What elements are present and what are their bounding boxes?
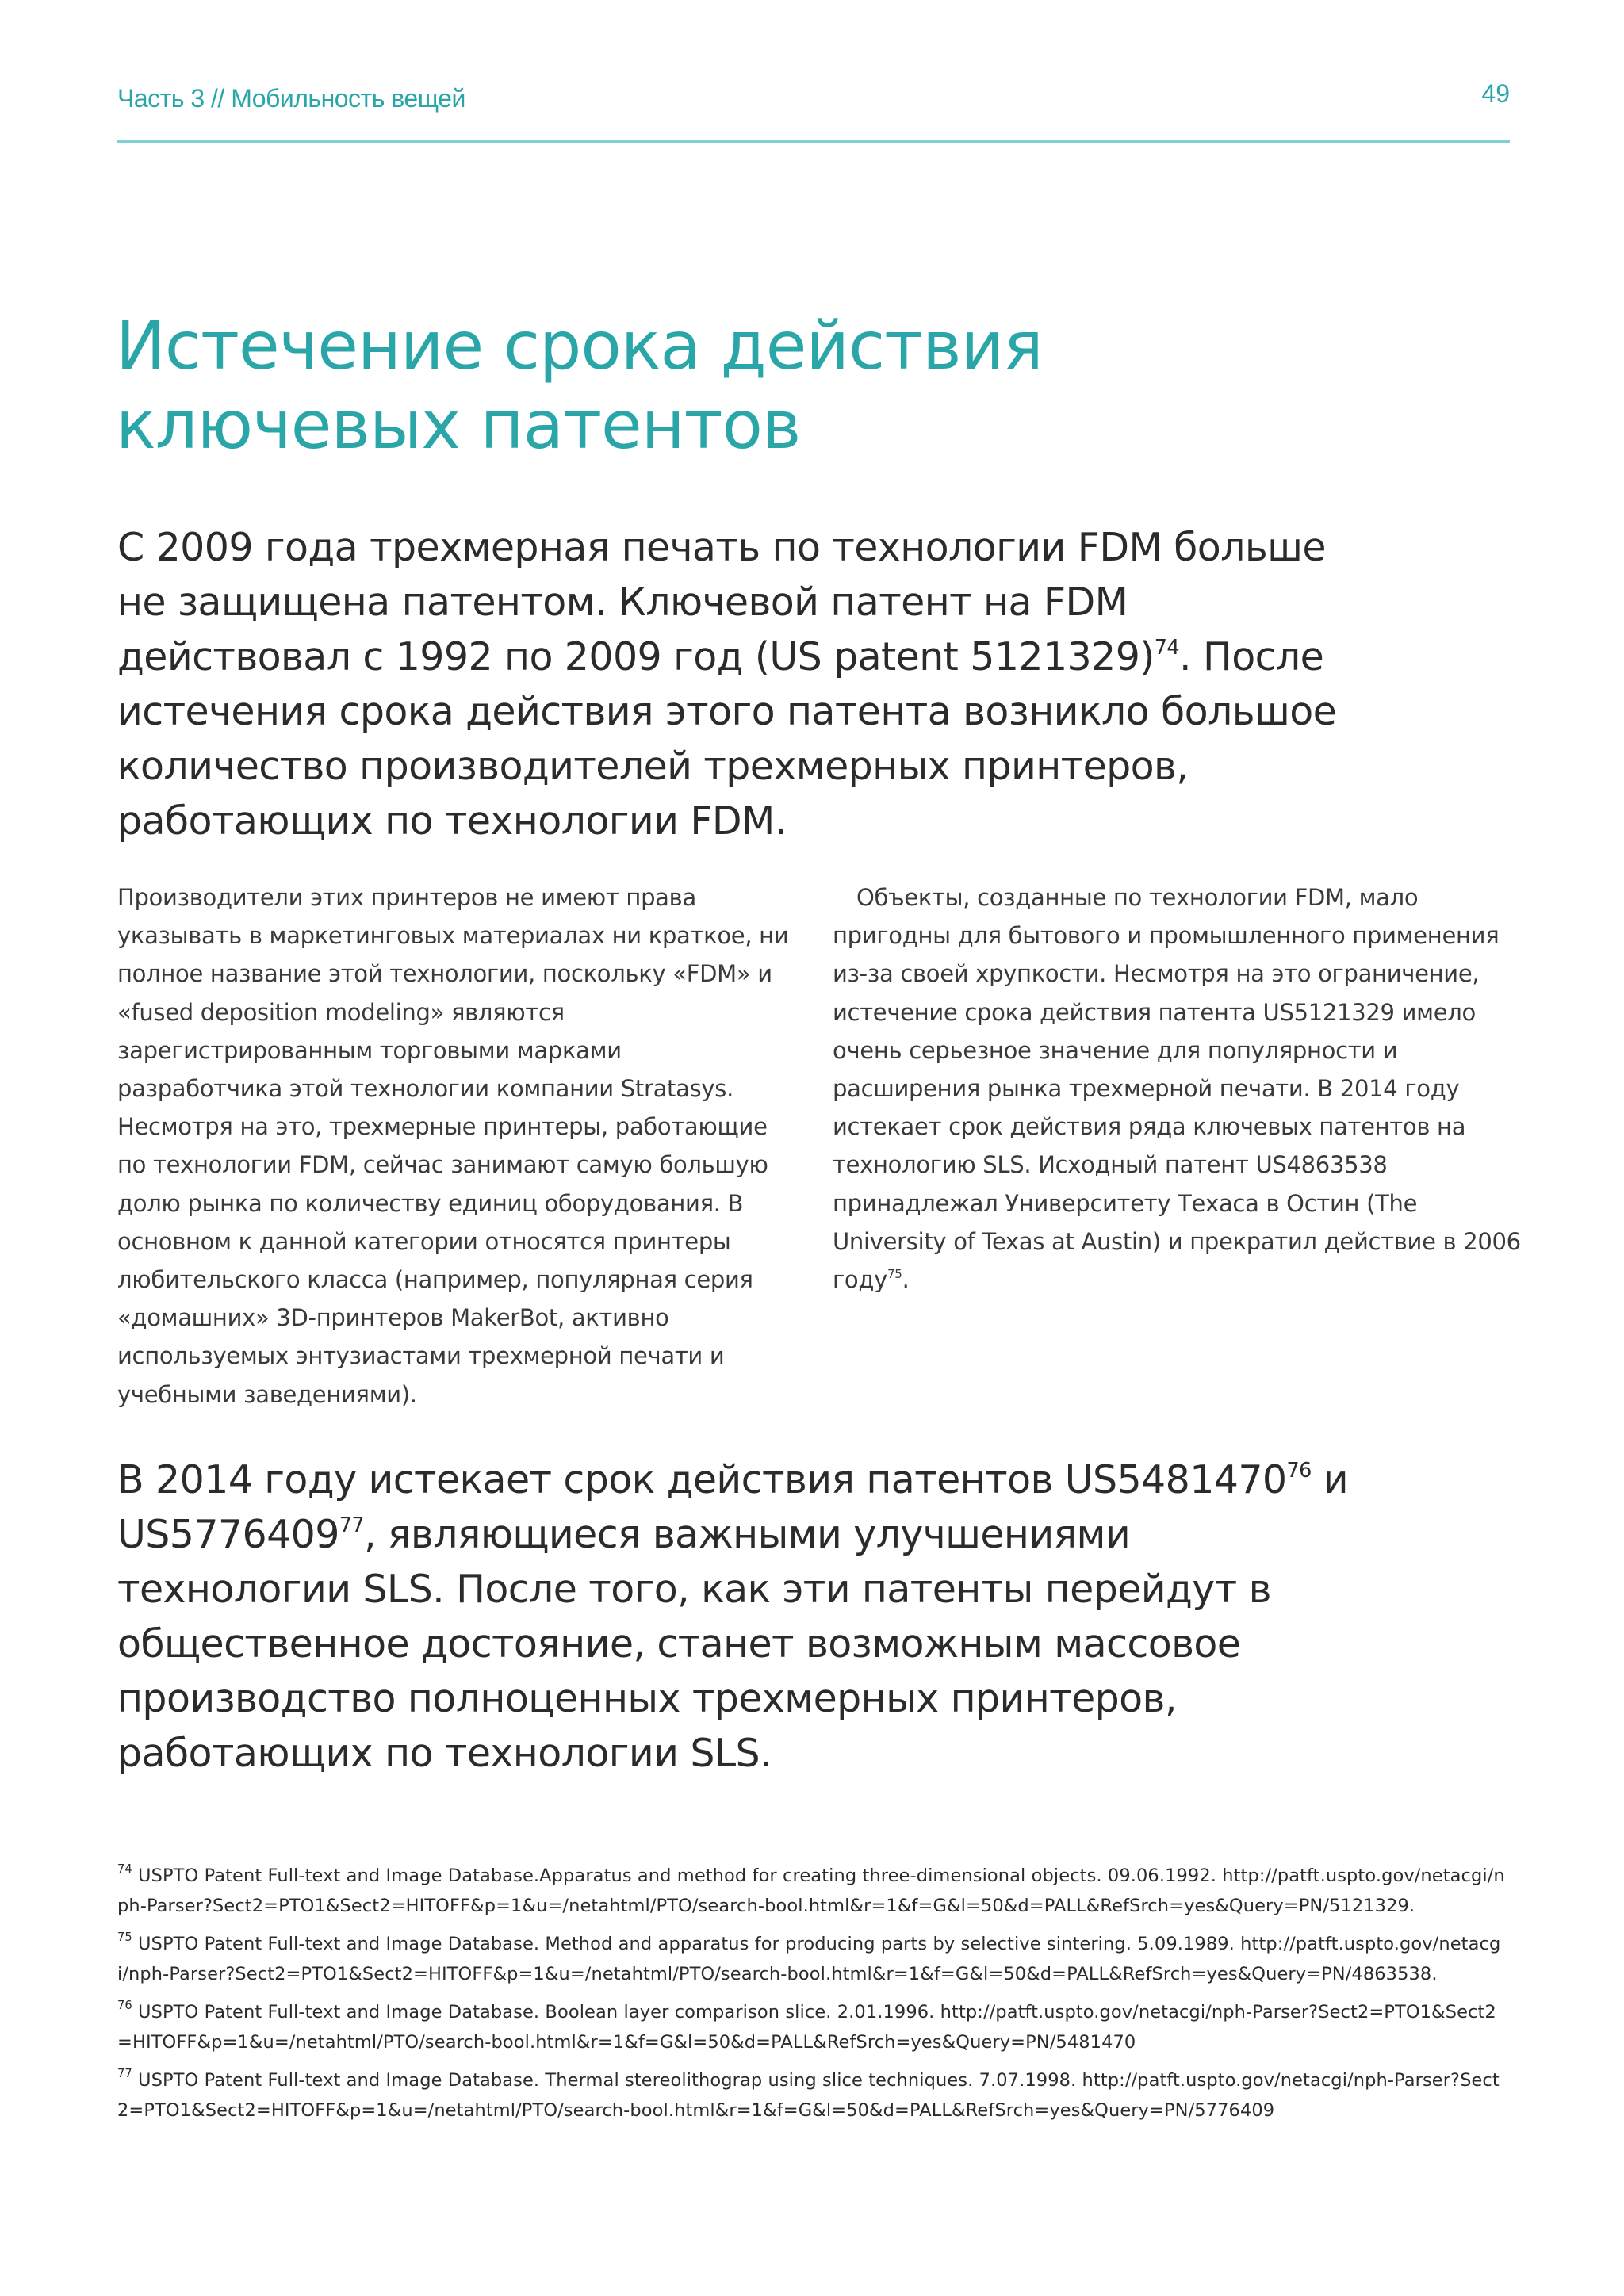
left-column-text: Производители этих принтеров не имеют права указывать в маркетинговых материалах ни краткое, ни полное название этой технологии, поскольку «FDM» и «fused deposition modeling» являются зарегистрированным торговыми марками разработчика этой технологии компании Stratasys. Несмотря на это, трехмерные принтеры, работающие по технологии FDM, сейчас занимают самую большую долю рынка по количеству единиц оборудования. В основном к данной категории относятся принтеры любительского класса (например, популярная серия «домашних» 3D-принтеров MakerBot, активно используемых энтузиастами трехмерной печати и учебными заведениями). xyxy=(117,884,789,1408)
footnote-ref-74[interactable]: 74 xyxy=(1154,636,1180,660)
footnote-77 xyxy=(117,2066,1510,2126)
body-column-left xyxy=(117,878,791,1414)
lead-paragraph-2 xyxy=(117,1452,1354,1781)
page-number: 49 xyxy=(1481,79,1510,108)
body-column-right xyxy=(833,878,1530,1299)
footnote-ref-76[interactable]: 76 xyxy=(1286,1459,1312,1483)
footnote-ref-75[interactable]: 75 xyxy=(887,1266,902,1281)
page-title xyxy=(116,306,1305,465)
footnote-number: 75 xyxy=(117,1930,132,1944)
footnote-74 xyxy=(117,1862,1510,1921)
lead1-text-b: . После истечения срока действия этого патента возникло большое количество производителей трехмерных принтеров, работающих по технологии FDM. xyxy=(117,634,1337,844)
lead2-text-a: В 2014 году истекает срок действия патентов US5481470 xyxy=(117,1457,1287,1502)
footnote-75 xyxy=(117,1930,1510,1989)
footnote-ref-77[interactable]: 77 xyxy=(339,1513,365,1538)
footnotes xyxy=(117,1862,1510,2134)
chapter-label: Часть 3 // Мобильность вещей xyxy=(117,84,465,113)
right-column-end: . xyxy=(902,1266,910,1294)
lead2-text-b: и US5776409 xyxy=(117,1457,1348,1557)
lead2-text-c: , являющиеся важными улучшениями технологии SLS. После того, как эти патенты перейдут в общественное достояние, станет возможным массовое производство полноценных трехмерных принтеров, работающих по технологии SLS. xyxy=(117,1512,1271,1776)
footnote-number: 76 xyxy=(117,1998,132,2012)
footnote-text: USPTO Patent Full-text and Image Database. Boolean layer comparison slice. 2.01.1996. http://patft.uspto.gov/netacgi/nph-Parser?Sect2=PTO1&Sect2=HITOFF&p=1&u=/netahtml/PTO/search-bool.html&r=1&f=G&l=50&d=PALL&RefSrch=yes&Query=PN/5481470 xyxy=(117,2002,1496,2053)
title-line-2: ключевых патентов xyxy=(116,386,801,464)
page-header xyxy=(117,79,1510,143)
lead1-text-a: С 2009 года трехмерная печать по технологии FDM больше не защищена патентом. Ключевой патент на FDM действовал с 1992 по 2009 год (US patent 5121329) xyxy=(117,525,1326,679)
footnote-text: USPTO Patent Full-text and Image Database. Method and apparatus for producing parts by selective sintering. 5.09.1989. http://patft.uspto.gov/netacgi/nph-Parser?Sect2=PTO1&Sect2=HITOFF&p=1&u=/netahtml/PTO/search-bool.html&r=1&f=G&l=50&d=PALL&RefSrch=yes&Query=PN/4863538. xyxy=(117,1934,1501,1984)
lead-paragraph-1 xyxy=(117,520,1354,848)
footnote-text: USPTO Patent Full-text and Image Database.Apparatus and method for creating three-dimensional objects. 09.06.1992. http://patft.uspto.gov/netacgi/nph-Parser?Sect2=PTO1&Sect2=HITOFF&p=1&u=/netahtml/PTO/search-bool.html&r=1&f=G&l=50&d=PALL&RefSrch=yes&Query=PN/5121329. xyxy=(117,1866,1505,1916)
footnote-76 xyxy=(117,1998,1510,2057)
footnote-number: 77 xyxy=(117,2066,132,2080)
right-column-text: Объекты, созданные по технологии FDM, мало пригодны для бытового и промышленного применения из-за своей хрупкости. Несмотря на это ограничение, истечение срока действия патента US5121329 имело очень серьезное значение для популярности и расширения рынка трехмерной печати. В 2014 году истекает срок действия ряда ключевых патентов на технологию SLS. Исходный патент US4863538 принадлежал Университету Техаса в Остин (The University of Texas at Austin) и прекратил действие в 2006 году xyxy=(833,884,1521,1294)
footnote-text: USPTO Patent Full-text and Image Database. Thermal stereolithograp using slice techniques. 7.07.1998. http://patft.uspto.gov/netacgi/nph-Parser?Sect2=PTO1&Sect2=HITOFF&p=1&u=/netahtml/PTO/search-bool.html&r=1&f=G&l=50&d=PALL&RefSrch=yes&Query=PN/5776409 xyxy=(117,2070,1500,2121)
footnote-number: 74 xyxy=(117,1862,132,1876)
title-line-1: Истечение срока действия xyxy=(116,307,1043,385)
